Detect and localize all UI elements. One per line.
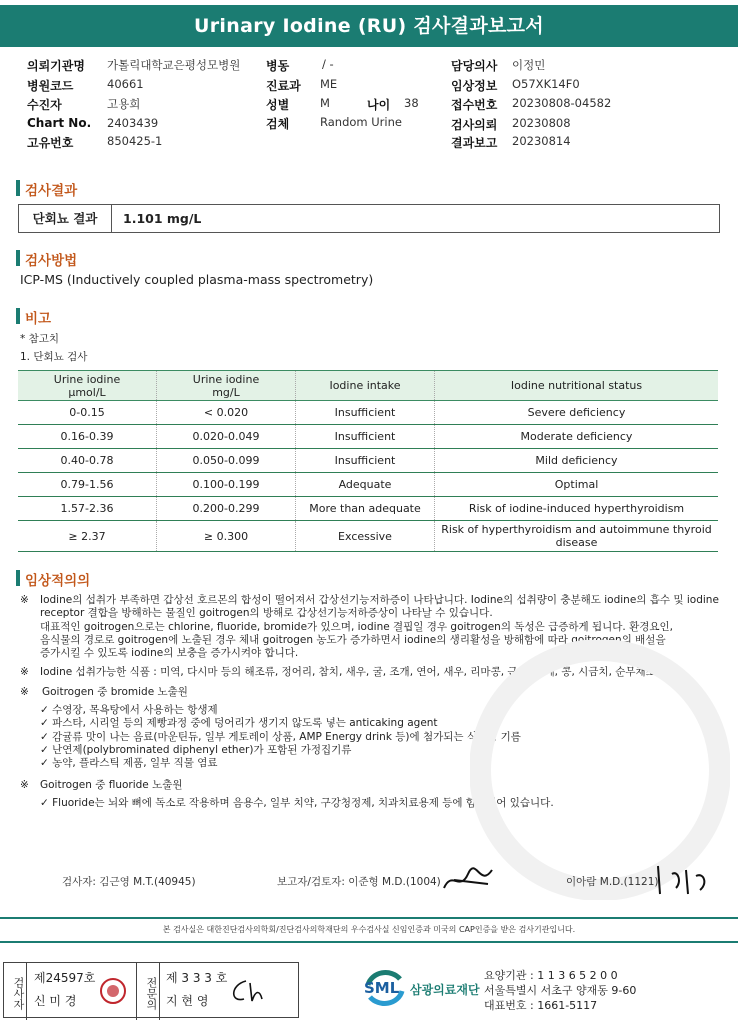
tester-license-no: 제24597호 xyxy=(34,971,96,985)
table-row xyxy=(18,473,718,497)
table-row xyxy=(18,521,718,552)
bromide-sources-title: Goitrogen 중 bromide 노출원 xyxy=(42,686,188,698)
table-row xyxy=(18,449,718,473)
logo-name: 삼광의료재단 xyxy=(410,983,480,997)
unique-no-label: 고유번호 xyxy=(27,136,74,150)
tester-stamp-label: 검사자 xyxy=(4,963,27,1020)
age-value: 38 xyxy=(404,96,419,110)
list-item: ✓ 수영장, 목욕탕에서 사용하는 항생제 xyxy=(40,704,218,716)
tester-stamp-name: 신 미 경 xyxy=(34,994,77,1008)
specialist-stamp-name: 지 현 영 xyxy=(166,994,209,1008)
report-title: Urinary Iodine (RU) 검사결과보고서 xyxy=(0,5,738,47)
cell-mg: ≥ 0.300 xyxy=(157,521,296,552)
cell-umol: 0-0.15 xyxy=(18,401,157,425)
method-text: ICP-MS (Inductively coupled plasma-mass spectrometry) xyxy=(20,272,374,287)
hospital-code-label: 병원코드 xyxy=(27,79,74,93)
request-date-label: 검사의뢰 xyxy=(451,118,498,132)
doctor-signature-mark-icon xyxy=(652,860,716,900)
cell-status: Risk of hyperthyroidism and autoimmune thyroid disease xyxy=(435,521,719,552)
reference-table xyxy=(18,370,718,552)
cell-status: Severe deficiency xyxy=(435,401,719,425)
cell-intake: Insufficient xyxy=(296,401,435,425)
cell-umol: 0.79-1.56 xyxy=(18,473,157,497)
cell-mg: 0.200-0.299 xyxy=(157,497,296,521)
chart-no-value: 2403439 xyxy=(107,116,159,130)
cell-mg: 0.100-0.199 xyxy=(157,473,296,497)
cell-mg: 0.050-0.099 xyxy=(157,449,296,473)
result-box xyxy=(18,204,720,233)
dept-label: 진료과 xyxy=(266,79,301,93)
fluoride-sources-title: Goitrogen 중 fluoride 노출원 xyxy=(40,779,183,791)
cell-intake: Adequate xyxy=(296,473,435,497)
doctor-signature: 이아람 M.D.(1121) xyxy=(566,876,659,888)
signature-mark-icon xyxy=(440,862,500,898)
cell-intake: Excessive xyxy=(296,521,435,552)
doctor-label: 담당의사 xyxy=(451,59,498,73)
specimen-label: 검체 xyxy=(266,117,290,131)
seal-icon xyxy=(98,976,128,1006)
doctor-value: 이정민 xyxy=(512,58,546,72)
cell-status: Mild deficiency xyxy=(435,449,719,473)
hospital-code-value: 40661 xyxy=(107,77,144,91)
cell-umol: 1.57-2.36 xyxy=(18,497,157,521)
section-remarks-title: 비고 xyxy=(25,311,52,327)
cell-status: Moderate deficiency xyxy=(435,425,719,449)
cell-mg: 0.020-0.049 xyxy=(157,425,296,449)
clinical-line: receptor 결합을 방해하는 물질인 goitrogen의 방해로 갑상선기능저하증상이 나타날 수 있습니다. xyxy=(40,607,493,620)
ward-value: / - xyxy=(322,57,334,71)
header-intake: Iodine intake xyxy=(296,371,435,401)
hospital-value: 가톨릭대학교은평성모병원 xyxy=(107,58,241,72)
list-item: ✓ 감귤류 맛이 나는 음료(마운틴듀, 일부 게토레이 상품, AMP Energy drink 등)에 첨가되는 식물성 기름 xyxy=(40,730,521,743)
table-row xyxy=(18,401,718,425)
clinical-line: 음식물의 경로로 goitrogen에 노출된 경우 체내 goitrogen 농도가 증가하면서 iodine의 생리활성을 방해함에 따라 goitrogen의 배설을 xyxy=(40,633,666,646)
receipt-no-value: 20230808-04582 xyxy=(512,96,612,110)
section-method-heading xyxy=(16,249,77,269)
table-row xyxy=(18,425,718,449)
patient-label: 수진자 xyxy=(27,98,62,112)
clinical-info-value: O57XK14F0 xyxy=(512,77,580,91)
clinical-line: Iodine의 섭취가 부족하면 갑상선 호르몬의 합성이 떨어져서 갑상선기능저하증이 나타납니다. Iodine의 섭취량이 충분해도 iodine의 흡수 및 iodine xyxy=(40,594,719,606)
section-method-title: 검사방법 xyxy=(25,253,78,269)
address-line: 서울특별시 서초구 양재동 9-60 xyxy=(484,984,637,997)
section-clinical-heading xyxy=(16,569,90,589)
note-mark: ※ xyxy=(20,686,29,698)
note-mark: ※ xyxy=(20,594,29,606)
stamp-box xyxy=(3,962,299,1018)
result-value: 1.101 mg/L xyxy=(123,211,202,226)
request-date-value: 20230808 xyxy=(512,116,571,130)
unique-no-value: 850425-1 xyxy=(107,134,163,148)
ward-label: 병동 xyxy=(266,59,290,73)
institution-code: 요양기관 : 1 1 3 6 5 2 0 0 xyxy=(484,969,618,982)
section-remarks-heading xyxy=(16,307,51,327)
lab-address xyxy=(484,968,636,1013)
cell-intake: Insufficient xyxy=(296,425,435,449)
cell-intake: More than adequate xyxy=(296,497,435,521)
specimen-value: Random Urine xyxy=(320,115,402,129)
cell-mg: < 0.020 xyxy=(157,401,296,425)
report-date-label: 결과보고 xyxy=(451,136,498,150)
sex-label: 성별 xyxy=(266,98,290,112)
table-row xyxy=(18,497,718,521)
cell-umol: 0.40-0.78 xyxy=(18,449,157,473)
cell-status: Optimal xyxy=(435,473,719,497)
dept-value: ME xyxy=(320,77,338,91)
age-label: 나이 xyxy=(367,98,391,112)
clinical-info-label: 임상정보 xyxy=(451,79,498,93)
cell-intake: Insufficient xyxy=(296,449,435,473)
specialist-license-no: 제 3 3 3 호 xyxy=(166,971,228,985)
sex-value: M xyxy=(320,96,330,110)
single-urine-label: 1. 단회뇨 검사 xyxy=(20,351,88,363)
header-status: Iodine nutritional status xyxy=(435,371,719,401)
specialist-signature-icon xyxy=(226,977,266,1005)
section-result-title: 검사결과 xyxy=(25,183,78,199)
logo-mark-text: SML xyxy=(364,979,400,997)
certification-notice xyxy=(0,917,738,943)
table-header-row xyxy=(18,371,718,401)
section-result-heading xyxy=(16,179,77,199)
list-item: ✓ 난연제(polybrominated diphenyl ether)가 포함된 가정집기류 xyxy=(40,743,352,756)
patient-value: 고용희 xyxy=(107,97,141,111)
cell-umol: ≥ 2.37 xyxy=(18,521,157,552)
cell-status: Risk of iodine-induced hyperthyroidism xyxy=(435,497,719,521)
header-umol: Urine iodine μmol/L xyxy=(18,371,157,401)
specialist-stamp-label: 전문의 xyxy=(136,963,160,1020)
fluoride-sources-text: ✓ Fluoride는 뇌와 뼈에 독소로 작용하며 음용수, 일부 치약, 구강청정제, 치과치료용제 등에 함유되어 있습니다. xyxy=(40,797,554,809)
iodine-foods-text: Iodine 섭취가능한 식품 : 미역, 다시마 등의 해조류, 정어리, 참치, 새우, 굴, 조개, 연어, 새우, 리마콩, 근대, 참깨, 콩, 시금치, 순무채소 xyxy=(40,666,656,678)
hospital-label: 의뢰기관명 xyxy=(27,59,85,73)
list-item: ✓ 농약, 플라스틱 제품, 일부 직물 염료 xyxy=(40,757,218,770)
chart-no-label: Chart No. xyxy=(27,116,92,130)
certification-text: 본 검사실은 대한진단검사의학회/진단검사의학재단의 우수검사실 신임인증과 미국의 CAP인증을 받은 검사기관입니다. xyxy=(162,925,576,934)
reporter-signature: 보고자/검토자: 이준형 M.D.(1004) xyxy=(277,876,441,888)
phone-number: 대표번호 : 1661-5117 xyxy=(484,999,598,1012)
clinical-line: 대표적인 goitrogen으로는 chlorine, fluoride, bromide가 있으며, iodine 결핍일 경우 goitrogen의 독성은 급증하게 됩니다. 환경요인, xyxy=(40,620,673,633)
clinical-line: 증가시킬 수 있도록 iodine의 보충을 증가시켜야 합니다. xyxy=(40,647,299,660)
note-mark: ※ xyxy=(20,666,29,678)
reference-label: * 참고치 xyxy=(20,333,60,345)
header-mg: Urine iodine mg/L xyxy=(157,371,296,401)
list-item: ✓ 파스타, 시리얼 등의 제빵과정 중에 덩어리가 생기지 않도록 넣는 anticaking agent xyxy=(40,717,438,730)
cell-umol: 0.16-0.39 xyxy=(18,425,157,449)
report-date-value: 20230814 xyxy=(512,134,571,148)
result-label: 단회뇨 결과 xyxy=(19,205,112,232)
section-clinical-title: 임상적의의 xyxy=(25,573,91,589)
note-mark: ※ xyxy=(20,779,29,791)
receipt-no-label: 접수번호 xyxy=(451,98,498,112)
tester-signature: 검사자: 김근영 M.T.(40945) xyxy=(62,876,196,888)
